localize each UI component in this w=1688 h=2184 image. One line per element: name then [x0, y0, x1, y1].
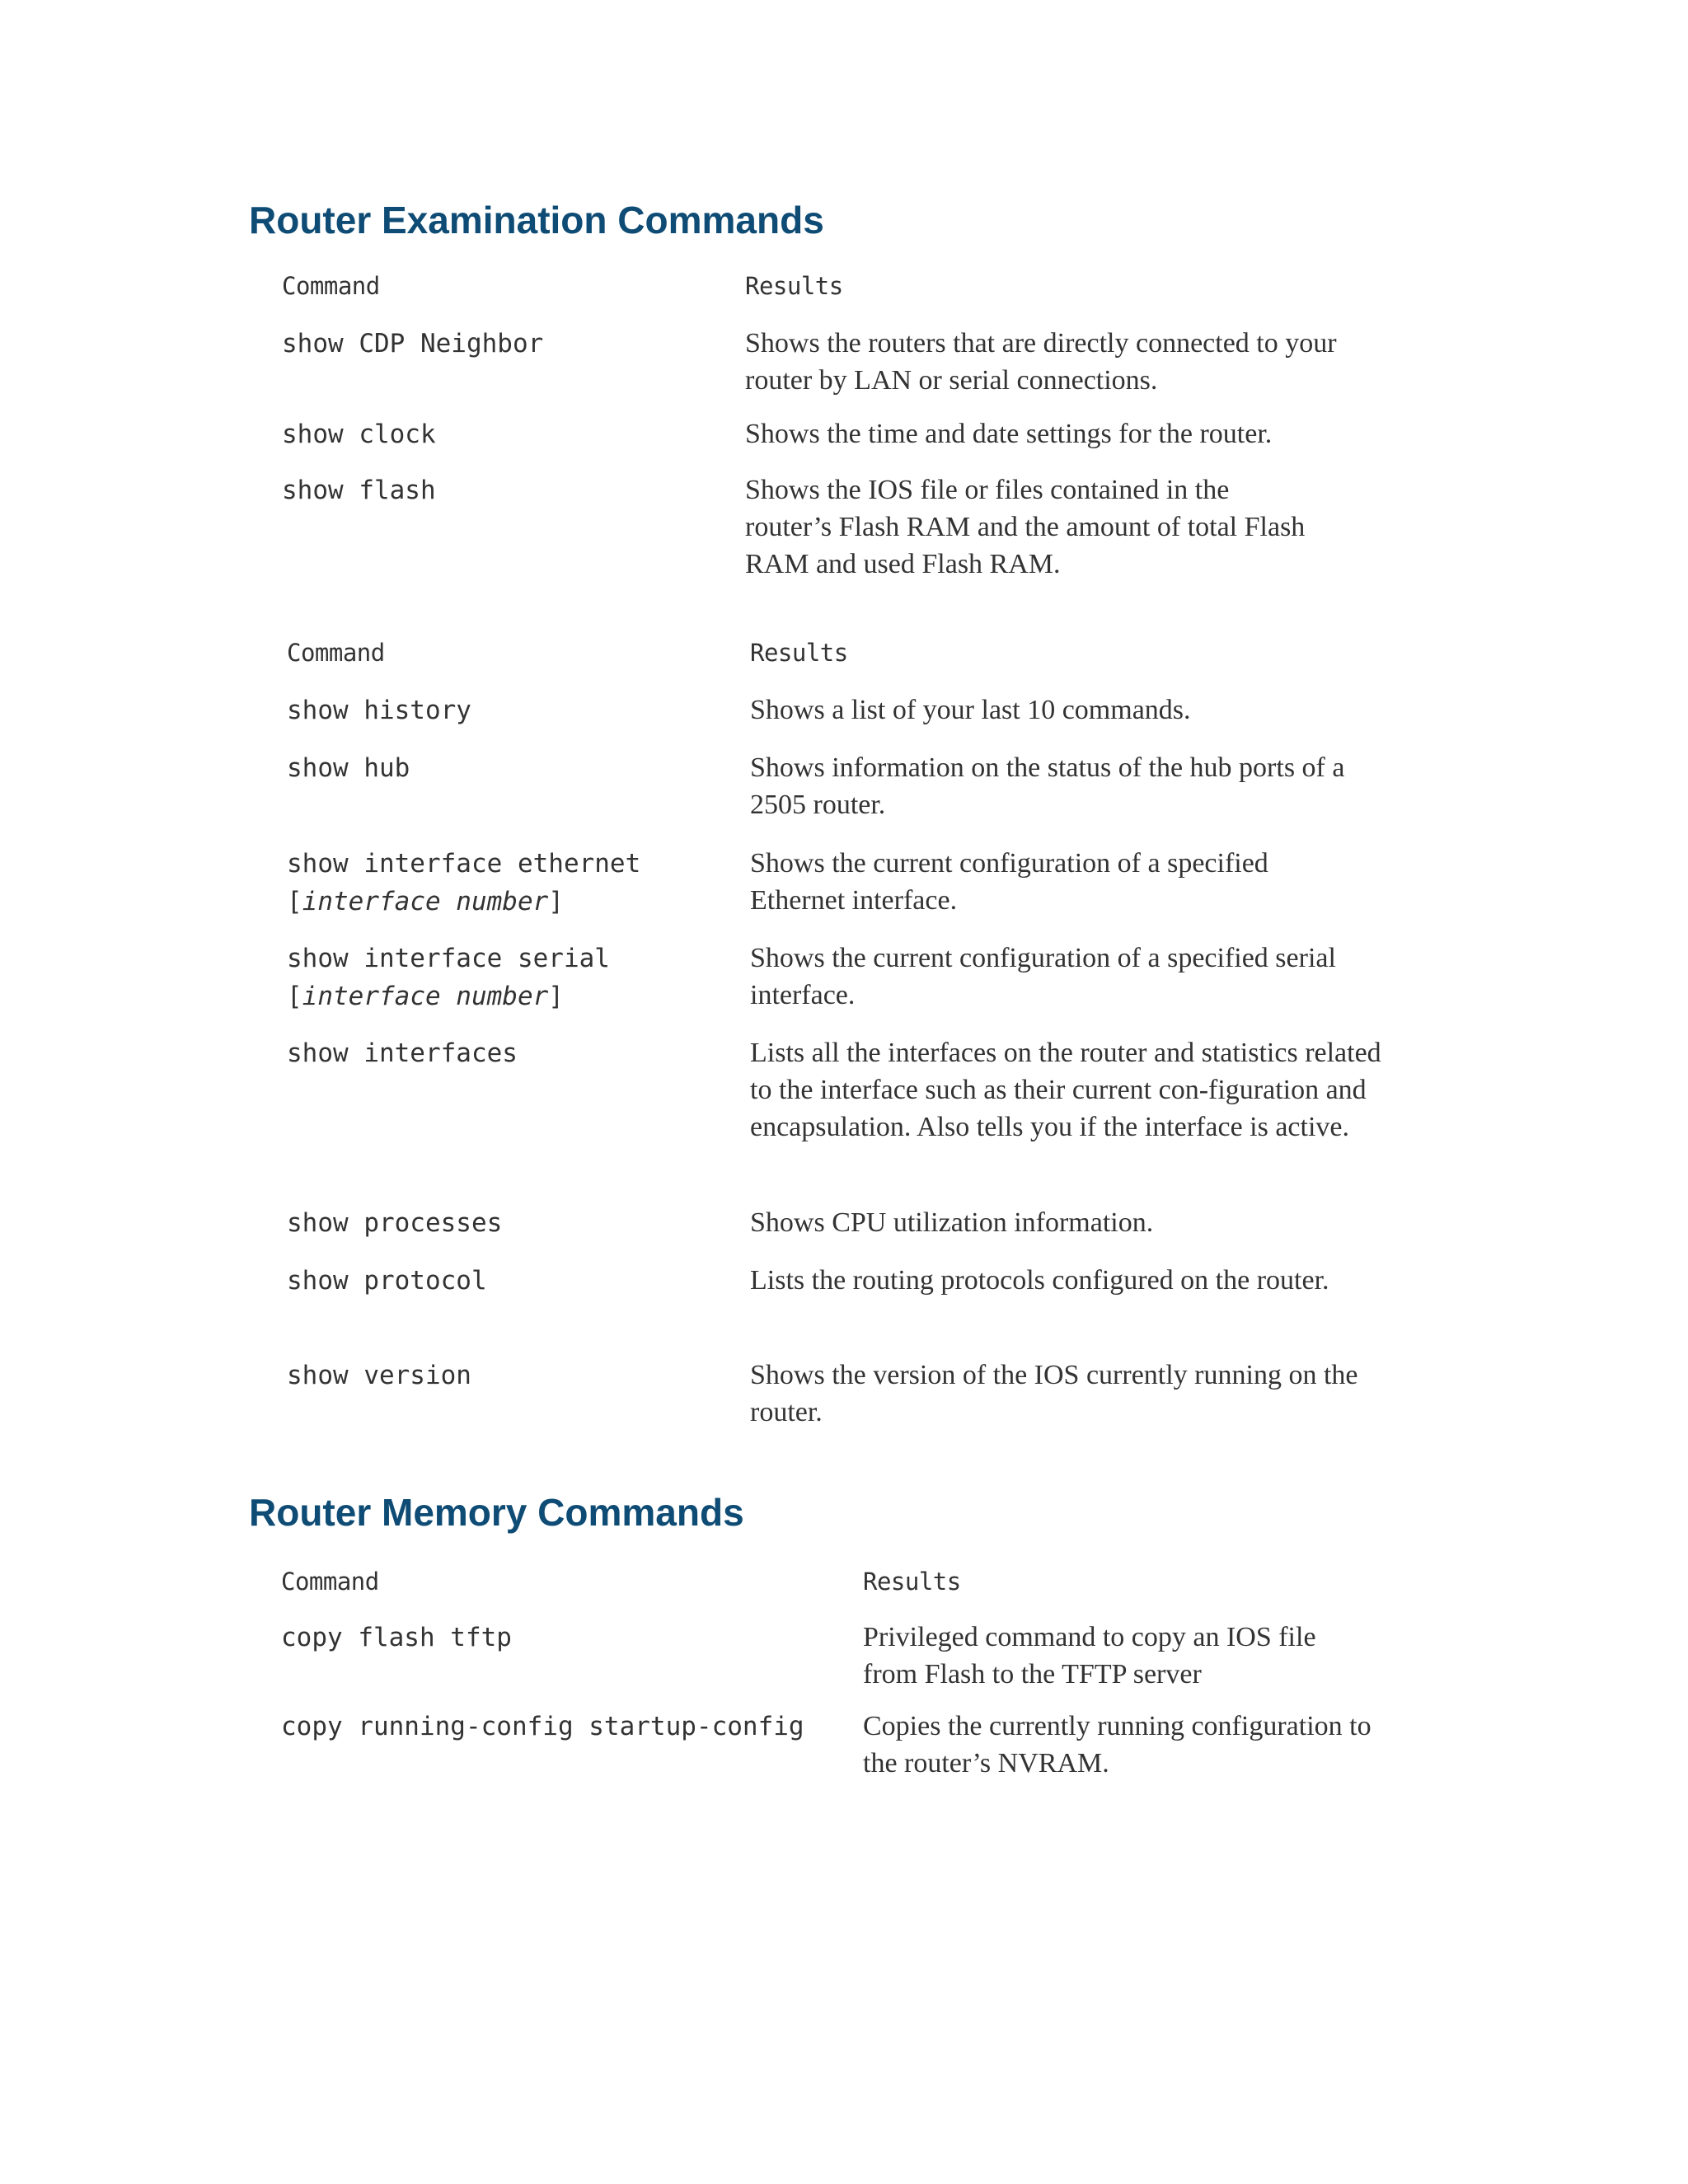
command-column-header: Command — [282, 272, 380, 300]
command-argument: interface number — [302, 982, 549, 1011]
results-column-header: Results — [863, 1568, 961, 1596]
result-cell: Privileged command to copy an IOS file from Flash to the TFTP server — [863, 1622, 1316, 1690]
result-cell: Shows the routers that are directly connected to your router by LAN or serial connections. — [745, 328, 1337, 396]
command-cell: show CDP Neighbor — [282, 329, 544, 359]
result-cell: Shows the IOS file or files contained in the router’s Flash RAM and the amount of total Flash RAM and used Flash RAM. — [745, 475, 1306, 579]
section-title-router-examination: Router Examination Commands — [249, 199, 824, 241]
result-cell: Shows CPU utilization information. — [750, 1207, 1154, 1238]
result-cell: Shows the version of the IOS currently running on the router. — [750, 1360, 1358, 1427]
command-cell: show interface ethernet [interface number] — [287, 849, 641, 916]
command-cell: show history — [287, 696, 471, 725]
results-column-header: Results — [750, 639, 848, 667]
command-argument: interface number — [302, 887, 549, 916]
result-cell: Copies the currently running configuration to the router’s NVRAM. — [863, 1711, 1372, 1779]
result-cell: Shows the time and date settings for the router. — [745, 419, 1273, 449]
result-cell: Shows the current configuration of a specified serial interface. — [750, 943, 1336, 1010]
result-cell: Lists all the interfaces on the router and statistics related to the interface such as their current con-figuration and encapsulation. Also tells you if the interface is active. — [750, 1038, 1381, 1142]
command-column-header: Command — [287, 639, 385, 667]
command-cell: show interface serial [interface number] — [287, 944, 610, 1011]
command-cell: show version — [287, 1361, 471, 1390]
command-cell: copy flash tftp — [281, 1623, 512, 1652]
result-cell: Shows information on the status of the hub ports of a 2505 router. — [750, 752, 1345, 820]
command-cell: show hub — [287, 753, 410, 783]
command-cell: show flash — [282, 476, 436, 505]
command-text: show interface ethernet — [287, 849, 641, 879]
result-cell: Shows a list of your last 10 commands. — [750, 695, 1191, 725]
command-cell: show processes — [287, 1208, 503, 1238]
command-cell: show protocol — [287, 1266, 487, 1296]
command-cell: copy running-config startup-config — [281, 1712, 804, 1741]
command-text: show interface serial — [287, 944, 610, 973]
section-title-router-memory: Router Memory Commands — [249, 1491, 744, 1534]
result-cell: Shows the current configuration of a specified Ethernet interface. — [750, 848, 1268, 916]
command-cell: show clock — [282, 419, 436, 449]
result-cell: Lists the routing protocols configured on the router. — [750, 1265, 1329, 1296]
command-column-header: Command — [281, 1568, 379, 1596]
results-column-header: Results — [745, 272, 843, 300]
command-cell: show interfaces — [287, 1038, 518, 1068]
